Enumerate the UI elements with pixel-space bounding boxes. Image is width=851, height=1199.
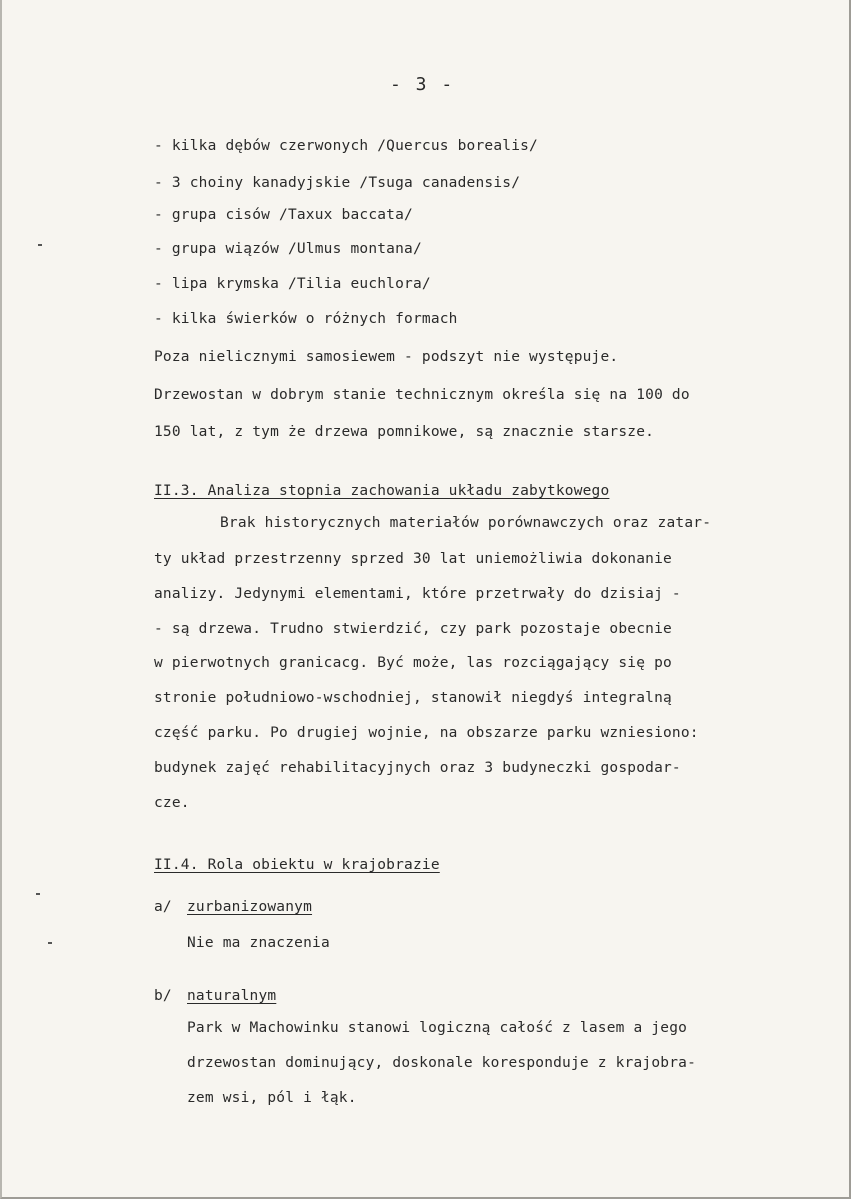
text-line: - są drzewa. Trudno stwierdzić, czy park pozostaje obecnie [154,621,672,637]
text-line: część parku. Po drugiej wojnie, na obszarze parku wzniesiono: [154,725,699,741]
text-line: Brak historycznych materiałów porównawczych oraz zatar- [220,515,712,531]
subsection-label: a/ [154,899,172,915]
list-item: - kilka dębów czerwonych /Quercus borealis/ [154,138,538,154]
subsection-title: zurbanizowanym [187,899,313,915]
text-line: drzewostan dominujący, doskonale koresponduje z krajobra- [187,1055,696,1071]
margin-mark [38,244,42,246]
text-line: Drzewostan w dobrym stanie technicznym określa się na 100 do [154,387,690,403]
list-item: - kilka świerków o różnych formach [154,311,458,327]
text-line: zem wsi, pól i łąk. [187,1090,357,1106]
text-line: Poza nielicznymi samosiewem - podszyt nie występuje. [154,349,619,365]
section-heading: II.4. Rola obiektu w krajobrazie [154,857,440,873]
page-number: - 3 - [390,74,455,95]
subsection-title: naturalnym [187,988,277,1004]
subsection-label: b/ [154,988,172,1004]
text-line: analizy. Jedynymi elementami, które przetrwały do dzisiaj - [154,586,681,602]
section-heading: II.3. Analiza stopnia zachowania układu zabytkowego [154,483,610,499]
margin-mark [48,942,52,944]
list-item: - 3 choiny kanadyjskie /Tsuga canadensis/ [154,175,521,191]
text-line: Nie ma znaczenia [187,935,330,951]
text-line: Park w Machowinku stanowi logiczną całość z lasem a jego [187,1020,688,1036]
text-line: stronie południowo-wschodniej, stanowił niegdyś integralną [154,690,672,706]
text-line: budynek zajęć rehabilitacyjnych oraz 3 budyneczki gospodar- [154,760,681,776]
text-line: w pierwotnych granicacg. Być może, las rozciągający się po [154,655,672,671]
text-line: ty układ przestrzenny sprzed 30 lat uniemożliwia dokonanie [154,551,672,567]
list-item: - grupa wiązów /Ulmus montana/ [154,241,422,257]
list-item: - grupa cisów /Taxux baccata/ [154,207,413,223]
text-line: 150 lat, z tym że drzewa pomnikowe, są znacznie starsze. [154,424,655,440]
list-item: - lipa krymska /Tilia euchlora/ [154,276,431,292]
margin-mark [36,893,40,895]
text-line: cze. [154,795,190,811]
